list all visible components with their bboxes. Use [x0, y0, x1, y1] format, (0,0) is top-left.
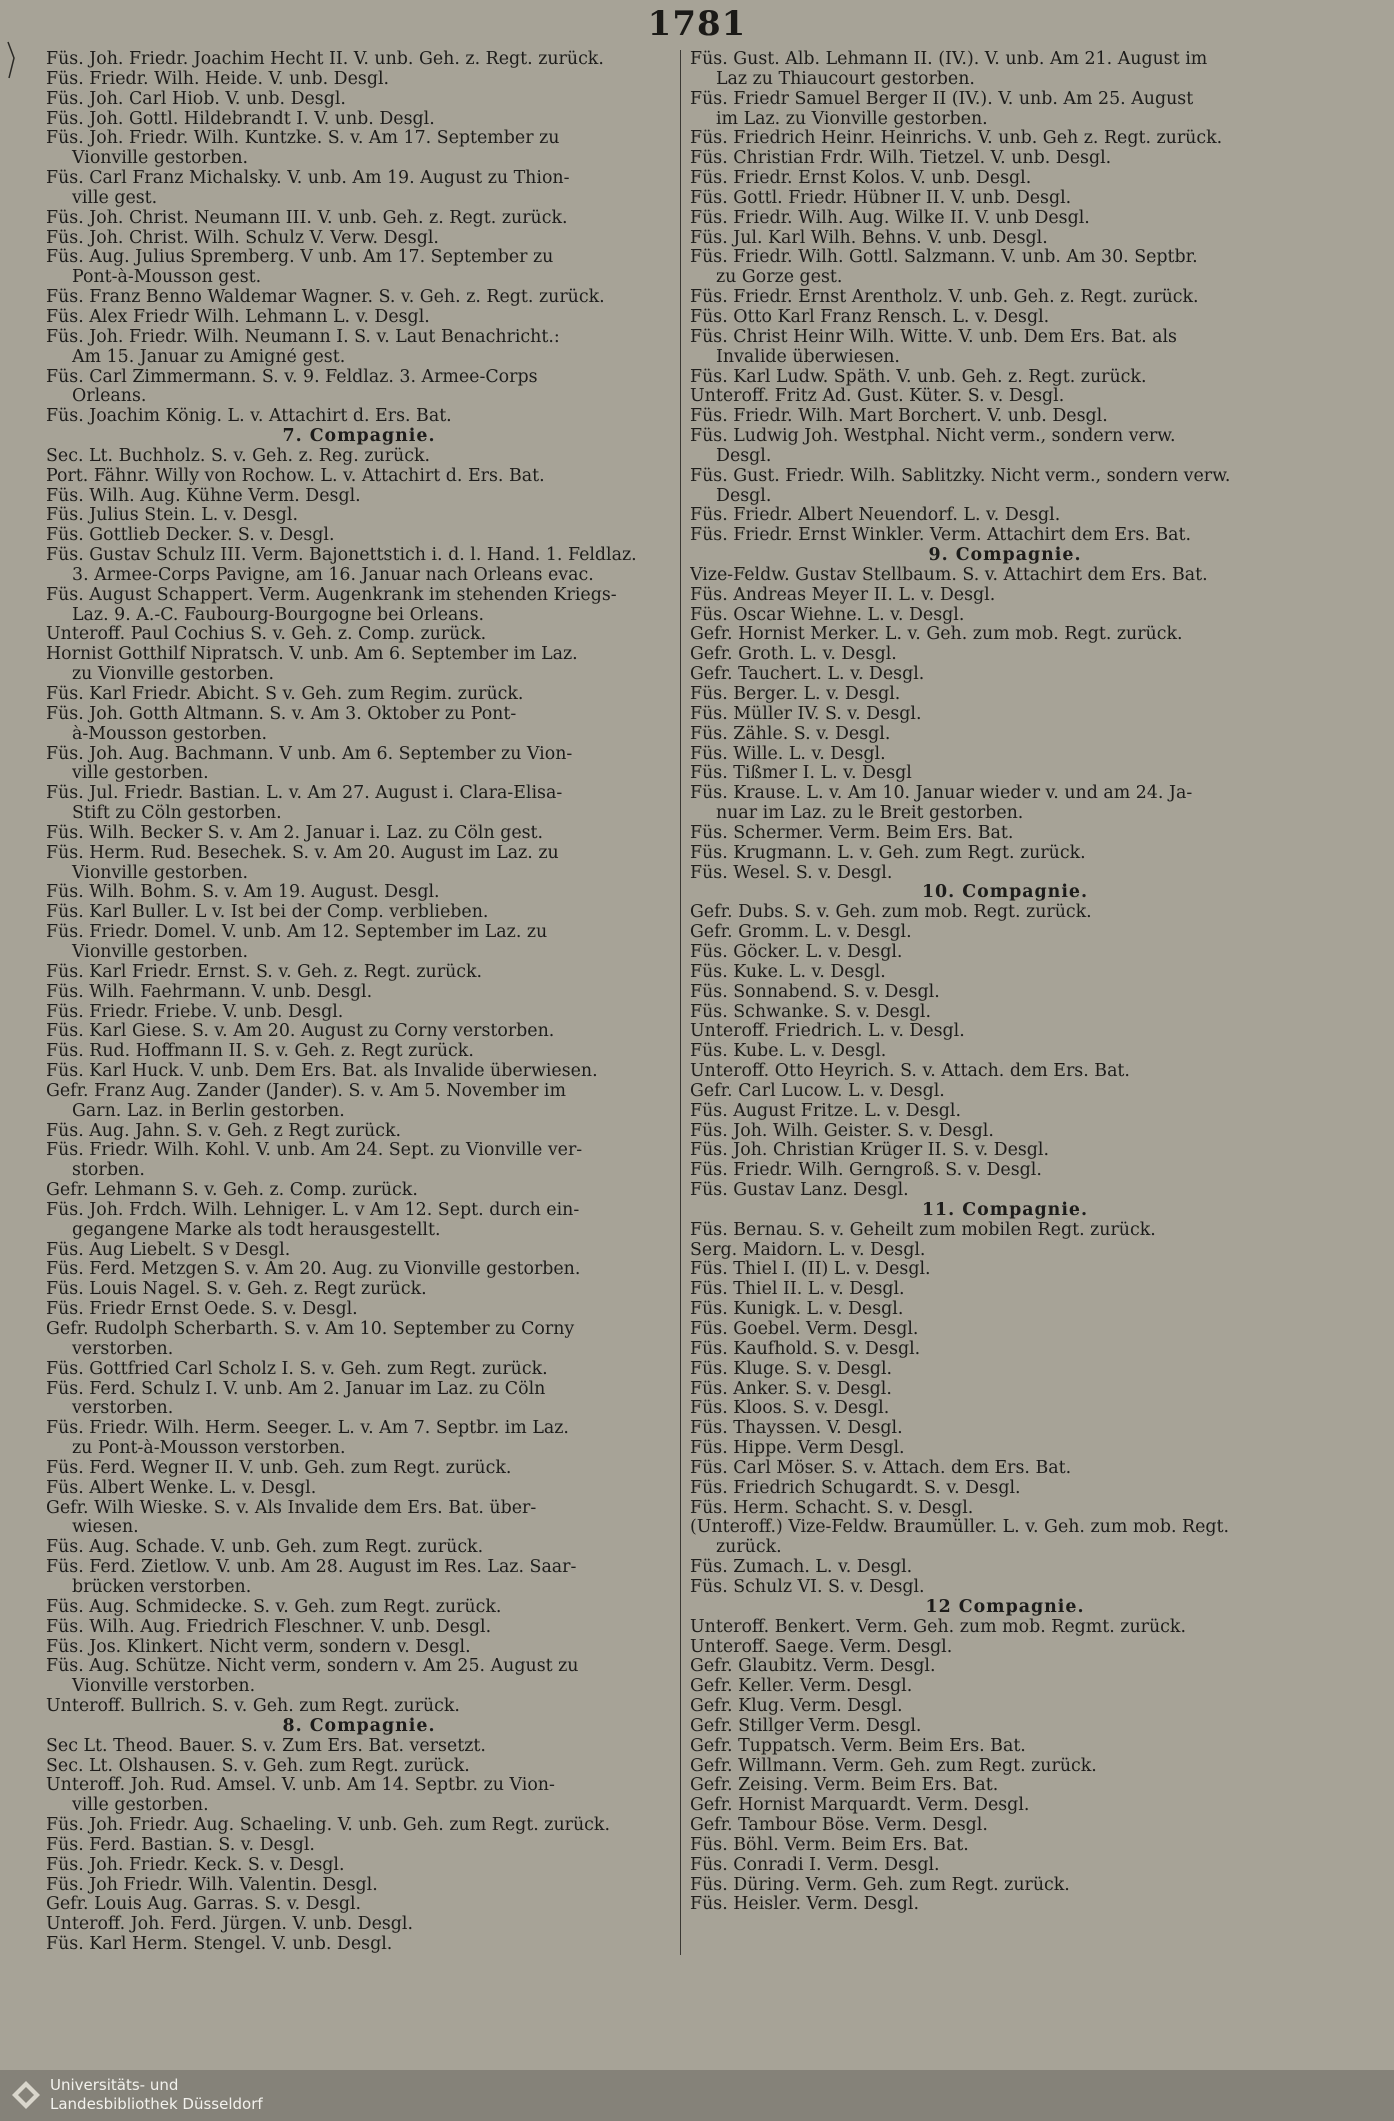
company-heading: 8. Compagnie. — [282, 1716, 436, 1736]
entry-line: Gefr. Hornist Marquardt. Verm. Desgl. — [690, 1796, 1030, 1816]
entry-continuation: Am 15. Januar zu Amigné gest. — [72, 347, 346, 367]
company-heading: 11. Compagnie. — [921, 1200, 1089, 1220]
entry-line: Füs. Christian Frdr. Wilh. Tietzel. V. unb. Desgl. — [690, 149, 1112, 169]
entry-line: Vize-Feldw. Gustav Stellbaum. S. v. Attachirt dem Ers. Bat. — [690, 565, 1208, 585]
entry-line: Unteroff. Joh. Ferd. Jürgen. V. unb. Desgl. — [46, 1915, 414, 1935]
page-edge-mark — [6, 40, 16, 80]
entry-line: Unteroff. Friedrich. L. v. Desgl. — [690, 1022, 965, 1042]
entry-continuation: zu Gorze gest. — [716, 268, 843, 288]
entry-line: Füs. Tißmer I. L. v. Desgl — [690, 764, 912, 784]
entry-line: Füs. Ludwig Joh. Westphal. Nicht verm., sondern verw. — [690, 427, 1176, 447]
entry-line: Füs. Ferd. Schulz I. V. unb. Am 2. Januar im Laz. zu Cöln — [46, 1379, 546, 1399]
entry-line: Füs. Conradi I. Verm. Desgl. — [690, 1855, 940, 1875]
entry-line: Füs. Carl Zimmermann. S. v. 9. Feldlaz. 3. Armee-Corps — [46, 367, 538, 387]
entry-line: Füs. Göcker. L. v. Desgl. — [690, 942, 903, 962]
entry-line: Füs. Karl Friedr. Abicht. S v. Geh. zum Regim. zurück. — [46, 685, 524, 704]
entry-line: Füs. Joh. Gottl. Hildebrandt I. V. unb. Desgl. — [46, 109, 435, 129]
entry-line: Füs. Joh. Frdch. Wilh. Lehniger. L. v Am 12. Sept. durch ein- — [46, 1200, 580, 1220]
entry-line: Füs. Karl Herm. Stengel. V. unb. Desgl. — [46, 1935, 393, 1955]
entry-line: Füs. Joh. Aug. Bachmann. V unb. Am 6. September zu Vion- — [46, 744, 573, 764]
entry-line: Füs. Friedr. Wilh. Kohl. V. unb. Am 24. Sept. zu Vionville ver- — [46, 1141, 583, 1161]
entry-line: Füs. Heisler. Verm. Desgl. — [690, 1895, 919, 1915]
entry-line: Füs. Kluge. S. v. Desgl. — [690, 1359, 893, 1379]
entry-line: Füs. Herm. Rud. Besechek. S. v. Am 20. August im Laz. zu — [46, 843, 559, 863]
entry-line: Füs. Zähle. S. v. Desgl. — [690, 724, 891, 744]
entry-line: Gefr. Gromm. L. v. Desgl. — [690, 923, 912, 943]
entry-continuation: gegangene Marke als todt herausgestellt. — [72, 1220, 441, 1240]
entry-line: Füs. Schwanke. S. v. Desgl. — [690, 1002, 931, 1022]
entry-line: Füs. Carl Möser. S. v. Attach. dem Ers. Bat. — [690, 1458, 1072, 1478]
entry-line: Füs. Gottfried Carl Scholz I. S. v. Geh. zum Regt. zurück. — [46, 1359, 548, 1379]
entry-line: Füs. Aug. Schade. V. unb. Geh. zum Regt. zurück. — [46, 1538, 484, 1558]
entry-line: Sec. Lt. Buchholz. S. v. Geh. z. Reg. zurück. — [46, 446, 431, 466]
entry-line: Füs. Christ Heinr Wilh. Witte. V. unb. Dem Ers. Bat. als — [690, 327, 1177, 347]
entry-line: Gefr. Rudolph Scherbarth. S. v. Am 10. September zu Corny — [46, 1320, 575, 1339]
entry-continuation: 3. Armee-Corps Pavigne, am 16. Januar nach Orleans evac. — [72, 565, 594, 585]
entry-line: Füs. Friedr. Ernst Winkler. Verm. Attachirt dem Ers. Bat. — [690, 526, 1192, 546]
entry-line: Füs. Kunigk. L. v. Desgl. — [690, 1300, 904, 1320]
entry-line: Füs. Friedr Ernst Oede. S. v. Desgl. — [46, 1300, 358, 1320]
entry-line: Füs. Franz Benno Waldemar Wagner. S. v. Geh. z. Regt. zurück. — [46, 288, 605, 308]
entry-line: Füs. Friedr. Wilh. Herm. Seeger. L. v. Am 7. Septbr. im Laz. — [46, 1419, 569, 1439]
entry-line: Füs. Zumach. L. v. Desgl. — [690, 1558, 913, 1578]
entry-line: Gefr. Zeising. Verm. Beim Ers. Bat. — [690, 1776, 999, 1796]
entry-line: Füs. August Fritze. L. v. Desgl. — [690, 1101, 962, 1121]
entry-continuation: im Laz. zu Vionville gestorben. — [716, 109, 988, 129]
entry-line: Füs. Karl Giese. S. v. Am 20. August zu Corny verstorben. — [46, 1022, 555, 1042]
right-column — [690, 50, 1320, 1915]
entry-line: Füs. Louis Nagel. S. v. Geh. z. Regt zurück. — [46, 1280, 427, 1300]
entry-line: Unteroff. Joh. Rud. Amsel. V. unb. Am 14. Septbr. zu Vion- — [46, 1776, 555, 1796]
entry-line: Füs. Carl Franz Michalsky. V. unb. Am 19. August zu Thion- — [46, 169, 570, 189]
entry-line: Gefr. Tambour Böse. Verm. Desgl. — [690, 1816, 988, 1836]
entry-line: Füs. August Schappert. Verm. Augenkrank im stehenden Kriegs- — [46, 585, 617, 605]
entry-line: Füs. Hippe. Verm Desgl. — [690, 1439, 905, 1459]
entry-line: Unteroff. Paul Cochius S. v. Geh. z. Comp. zurück. — [46, 625, 487, 645]
entry-line: Füs. Julius Stein. L. v. Desgl. — [46, 506, 299, 526]
entry-line: Gefr. Tauchert. L. v. Desgl. — [690, 665, 925, 685]
entry-line: Füs. Aug. Schmidecke. S. v. Geh. zum Regt. zurück. — [46, 1597, 502, 1617]
entry-line: Füs. Friedr. Friebe. V. unb. Desgl. — [46, 1002, 344, 1022]
entry-line: Füs. Wesel. S. v. Desgl. — [690, 863, 893, 883]
entry-line: Füs. Thiel I. (II) L. v. Desgl. — [690, 1260, 931, 1280]
entry-line: Sec. Lt. Olshausen. S. v. Geh. zum Regt. zurück. — [46, 1756, 470, 1776]
entry-line: Füs. Aug. Schütze. Nicht verm, sondern v. Am 25. August zu — [46, 1657, 579, 1677]
entry-line: Füs. Rud. Hoffmann II. S. v. Geh. z. Regt zurück. — [46, 1042, 474, 1062]
entry-continuation: verstorben. — [72, 1339, 174, 1359]
entry-line: Gefr. Dubs. S. v. Geh. zum mob. Regt. zurück. — [690, 903, 1092, 923]
entry-line: Füs. Gottlieb Decker. S. v. Desgl. — [46, 526, 335, 546]
entry-continuation: Vionville gestorben. — [72, 149, 249, 169]
entry-line: Füs. Joh. Gotth Altmann. S. v. Am 3. Oktober zu Pont- — [46, 704, 517, 724]
entry-continuation: ville gestorben. — [72, 1796, 209, 1816]
entry-line: Füs. Friedr. Albert Neuendorf. L. v. Desgl. — [690, 506, 1061, 526]
entry-line: Füs. Schermer. Verm. Beim Ers. Bat. — [690, 823, 1014, 843]
entry-continuation: Garn. Laz. in Berlin gestorben. — [72, 1101, 345, 1121]
company-heading: 9. Compagnie. — [928, 546, 1082, 566]
entry-line: Füs. Joh. Christ. Wilh. Schulz V. Verw. Desgl. — [46, 228, 439, 248]
entry-line: Füs. Kloos. S. v. Desgl. — [690, 1399, 890, 1419]
entry-line: Gefr. Louis Aug. Garras. S. v. Desgl. — [46, 1895, 362, 1915]
entry-line: Unteroff. Otto Heyrich. S. v. Attach. dem Ers. Bat. — [690, 1062, 1130, 1082]
entry-line: Gefr. Stillger Verm. Desgl. — [690, 1716, 922, 1736]
entry-line: Füs. Ferd. Metzgen S. v. Am 20. Aug. zu Vionville gestorben. — [46, 1260, 581, 1280]
entry-continuation: brücken verstorben. — [72, 1577, 252, 1597]
entry-continuation: zu Vionville gestorben. — [72, 665, 274, 685]
entry-line: Füs. Karl Ludw. Späth. V. unb. Geh. z. Regt. zurück. — [690, 367, 1147, 387]
entry-line: Sec Lt. Theod. Bauer. S. v. Zum Ers. Bat. versetzt. — [46, 1736, 486, 1756]
entry-line: Füs. Kaufhold. S. v. Desgl. — [690, 1339, 921, 1359]
entry-continuation: Laz zu Thiaucourt gestorben. — [716, 69, 975, 89]
entry-line: Füs. Bernau. S. v. Geheilt zum mobilen Regt. zurück. — [690, 1220, 1156, 1240]
entry-line: Gefr. Tuppatsch. Verm. Beim Ers. Bat. — [690, 1736, 1026, 1756]
entry-line: Füs. Gottl. Friedr. Hübner II. V. unb. Desgl. — [690, 188, 1072, 208]
entry-line: Füs. Alex Friedr Wilh. Lehmann L. v. Desgl. — [46, 307, 430, 327]
entry-continuation: Orleans. — [72, 387, 147, 407]
entry-line: Füs. Thayssen. V. Desgl. — [690, 1419, 903, 1439]
entry-line: Füs. Karl Friedr. Ernst. S. v. Geh. z. Regt. zurück. — [46, 962, 483, 982]
entry-continuation: à-Mousson gestorben. — [72, 724, 268, 744]
entry-line: Gefr. Carl Lucow. L. v. Desgl. — [690, 1081, 945, 1101]
entry-continuation: Desgl. — [716, 446, 772, 466]
entry-line: Füs. Andreas Meyer II. L. v. Desgl. — [690, 585, 996, 605]
entry-line: Füs. Joh. Christian Krüger II. S. v. Desgl. — [690, 1141, 1050, 1161]
entry-line: Füs. Müller IV. S. v. Desgl. — [690, 704, 922, 724]
entry-line: Füs. Jul. Karl Wilh. Behns. V. unb. Desgl. — [690, 228, 1048, 248]
library-logo-icon — [10, 2079, 42, 2111]
entry-line: Füs. Aug. Julius Spremberg. V unb. Am 17. September zu — [46, 248, 554, 268]
entry-line: Hornist Gotthilf Nipratsch. V. unb. Am 6. September im Laz. — [46, 645, 578, 665]
entry-line: Füs. Wilh. Aug. Friedrich Fleschner. V. unb. Desgl. — [46, 1617, 492, 1637]
entry-line: Unteroff. Fritz Ad. Gust. Küter. S. v. Desgl. — [690, 387, 1065, 407]
entry-line: Füs. Joachim König. L. v. Attachirt d. Ers. Bat. — [46, 407, 452, 427]
entry-line: Füs. Schulz VI. S. v. Desgl. — [690, 1577, 925, 1597]
entry-line: Füs. Jos. Klinkert. Nicht verm, sondern v. Desgl. — [46, 1637, 471, 1657]
entry-continuation: verstorben. — [72, 1399, 174, 1419]
entry-line: Füs. Albert Wenke. L. v. Desgl. — [46, 1478, 317, 1498]
entry-continuation: Laz. 9. A.-C. Faubourg-Bourgogne bei Orleans. — [72, 605, 485, 625]
entry-line: Füs. Friedrich Schugardt. S. v. Desgl. — [690, 1478, 1021, 1498]
entry-line: Füs. Kuke. L. v. Desgl. — [690, 962, 886, 982]
entry-line: Füs. Thiel II. L. v. Desgl. — [690, 1280, 905, 1300]
entry-line: Füs. Joh. Christ. Neumann III. V. unb. Geh. z. Regt. zurück. — [46, 208, 568, 228]
entry-line: Füs. Joh. Friedr. Joachim Hecht II. V. unb. Geh. z. Regt. zurück. — [46, 50, 604, 69]
entry-line: Füs. Aug Liebelt. S v Desgl. — [46, 1240, 291, 1260]
entry-line: Füs. Wilh. Becker S. v. Am 2. Januar i. Laz. zu Cöln gest. — [46, 823, 544, 843]
entry-line: Füs. Friedr. Domel. V. unb. Am 12. September im Laz. zu — [46, 923, 548, 943]
entry-line: Gefr. Franz Aug. Zander (Jander). S. v. Am 5. November im — [46, 1081, 566, 1101]
entry-continuation: storben. — [72, 1161, 145, 1181]
entry-line: Gefr. Lehmann S. v. Geh. z. Comp. zurück. — [46, 1181, 418, 1201]
entry-line: Füs. Anker. S. v. Desgl. — [690, 1379, 892, 1399]
entry-line: Füs. Friedrich Heinr. Heinrichs. V. unb. Geh z. Regt. zurück. — [690, 129, 1223, 149]
company-heading: 10. Compagnie. — [921, 883, 1089, 903]
entry-line: Gefr. Glaubitz. Verm. Desgl. — [690, 1657, 936, 1677]
entry-line: Füs. Böhl. Verm. Beim Ers. Bat. — [690, 1835, 969, 1855]
entry-line: Füs. Friedr. Wilh. Gerngroß. S. v. Desgl. — [690, 1161, 1042, 1181]
company-heading: 7. Compagnie. — [282, 427, 436, 447]
entry-line: Füs. Friedr. Ernst Kolos. V. unb. Desgl. — [690, 169, 1032, 189]
entry-line: Füs. Joh. Wilh. Geister. S. v. Desgl. — [690, 1121, 994, 1141]
entry-line: Füs. Krugmann. L. v. Geh. zum Regt. zurück. — [690, 843, 1086, 863]
entry-continuation: zurück. — [716, 1538, 782, 1558]
entry-line: Füs. Ferd. Bastian. S. v. Desgl. — [46, 1835, 315, 1855]
page-number: 1781 — [647, 4, 747, 44]
entry-continuation: ville gestorben. — [72, 764, 209, 784]
entry-line: Füs. Karl Buller. L v. Ist bei der Comp. verblieben. — [46, 903, 489, 923]
entry-continuation: wiesen. — [72, 1518, 139, 1538]
library-name-line2: Landesbibliothek Düsseldorf — [50, 2095, 263, 2113]
entry-line: Füs. Friedr. Wilh. Aug. Wilke II. V. unb Desgl. — [690, 208, 1090, 228]
entry-line: Füs. Friedr. Ernst Arentholz. V. unb. Geh. z. Regt. zurück. — [690, 288, 1199, 308]
entry-line: Füs. Ferd. Zietlow. V. unb. Am 28. August im Res. Laz. Saar- — [46, 1558, 577, 1578]
entry-line: Füs. Gustav Lanz. Desgl. — [690, 1181, 909, 1201]
entry-line: Füs. Ferd. Wegner II. V. unb. Geh. zum Regt. zurück. — [46, 1458, 512, 1478]
entry-line: Füs. Gustav Schulz III. Verm. Bajonettstich i. d. l. Hand. 1. Feldlaz. — [46, 546, 637, 566]
entry-line: Füs. Joh. Carl Hiob. V. unb. Desgl. — [46, 89, 346, 109]
left-column — [46, 50, 672, 1955]
entry-line: Füs. Goebel. Verm. Desgl. — [690, 1320, 919, 1339]
entry-continuation: Vionville verstorben. — [72, 1677, 256, 1697]
entry-line: Füs. Wilh. Faehrmann. V. unb. Desgl. — [46, 982, 373, 1002]
entry-continuation: Pont-à-Mousson gest. — [72, 268, 262, 288]
entry-line: Gefr. Wilh Wieske. S. v. Als Invalide dem Ers. Bat. über- — [46, 1498, 537, 1518]
entry-line: Füs. Joh. Friedr. Wilh. Kuntzke. S. v. Am 17. September zu — [46, 129, 560, 149]
entry-line: Füs. Sonnabend. S. v. Desgl. — [690, 982, 940, 1002]
entry-line: Füs. Gust. Alb. Lehmann II. (IV.). V. unb. Am 21. August im — [690, 50, 1208, 69]
entry-line: Füs. Berger. L. v. Desgl. — [690, 685, 901, 704]
entry-continuation: Stift zu Cöln gestorben. — [72, 804, 282, 824]
entry-line: Füs. Wilh. Aug. Kühne Verm. Desgl. — [46, 486, 361, 506]
entry-line: Füs. Joh. Friedr. Aug. Schaeling. V. unb. Geh. zum Regt. zurück. — [46, 1816, 610, 1836]
entry-continuation: Desgl. — [716, 486, 772, 506]
entry-continuation: Vionville gestorben. — [72, 863, 249, 883]
entry-continuation: nuar im Laz. zu le Breit gestorben. — [716, 804, 1024, 824]
entry-line: Füs. Joh. Friedr. Wilh. Neumann I. S. v. Laut Benachricht.: — [46, 327, 560, 347]
entry-line: Füs. Kube. L. v. Desgl. — [690, 1042, 887, 1062]
entry-line: Füs. Aug. Jahn. S. v. Geh. z Regt zurück. — [46, 1121, 402, 1141]
entry-line: Gefr. Klug. Verm. Desgl. — [690, 1697, 903, 1717]
entry-line: Füs. Gust. Friedr. Wilh. Sablitzky. Nicht verm., sondern verw. — [690, 466, 1231, 486]
entry-line: Füs. Oscar Wiehne. L. v. Desgl. — [690, 605, 965, 625]
entry-line: (Unteroff.) Vize-Feldw. Braumüller. L. v. Geh. zum mob. Regt. — [690, 1518, 1230, 1538]
entry-line: Füs. Wilh. Bohm. S. v. Am 19. August. Desgl. — [46, 883, 440, 903]
entry-line: Unteroff. Bullrich. S. v. Geh. zum Regt. zurück. — [46, 1697, 460, 1717]
entry-line: Unteroff. Benkert. Verm. Geh. zum mob. Regmt. zurück. — [690, 1617, 1186, 1637]
library-footer — [0, 2070, 1394, 2121]
library-name-line1: Universitäts- und — [50, 2076, 179, 2094]
entry-line: Füs. Karl Huck. V. unb. Dem Ers. Bat. als Invalide überwiesen. — [46, 1062, 598, 1082]
entry-line: Füs. Friedr. Wilh. Mart Borchert. V. unb. Desgl. — [690, 407, 1108, 427]
company-heading: 12 Compagnie. — [925, 1597, 1085, 1617]
entry-line: Füs. Herm. Schacht. S. v. Desgl. — [690, 1498, 974, 1518]
entry-line: Gefr. Hornist Merker. L. v. Geh. zum mob. Regt. zurück. — [690, 625, 1183, 645]
library-name — [50, 2076, 263, 2114]
column-divider — [680, 50, 681, 1955]
entry-line: Gefr. Keller. Verm. Desgl. — [690, 1677, 913, 1697]
entry-line: Unteroff. Saege. Verm. Desgl. — [690, 1637, 953, 1657]
entry-line: Serg. Maidorn. L. v. Desgl. — [690, 1240, 926, 1260]
entry-continuation: Invalide überwiesen. — [716, 347, 900, 367]
entry-line: Füs. Joh. Friedr. Keck. S. v. Desgl. — [46, 1855, 345, 1875]
entry-continuation: zu Pont-à-Mousson verstorben. — [72, 1439, 346, 1459]
entry-continuation: Vionville gestorben. — [72, 942, 249, 962]
entry-line: Füs. Düring. Verm. Geh. zum Regt. zurück. — [690, 1875, 1070, 1895]
entry-line: Füs. Krause. L. v. Am 10. Januar wieder v. und am 24. Ja- — [690, 784, 1193, 804]
entry-line: Füs. Joh Friedr. Wilh. Valentin. Desgl. — [46, 1875, 378, 1895]
entry-continuation: ville gest. — [72, 188, 158, 208]
entry-line: Port. Fähnr. Willy von Rochow. L. v. Attachirt d. Ers. Bat. — [46, 466, 545, 486]
entry-line: Füs. Friedr. Wilh. Gottl. Salzmann. V. unb. Am 30. Septbr. — [690, 248, 1198, 268]
entry-line: Gefr. Willmann. Verm. Geh. zum Regt. zurück. — [690, 1756, 1097, 1776]
entry-line: Füs. Wille. L. v. Desgl. — [690, 744, 886, 764]
entry-line: Füs. Jul. Friedr. Bastian. L. v. Am 27. August i. Clara-Elisa- — [46, 784, 563, 804]
entry-line: Gefr. Groth. L. v. Desgl. — [690, 645, 897, 665]
entry-line: Füs. Friedr. Wilh. Heide. V. unb. Desgl. — [46, 69, 390, 89]
entry-line: Füs. Friedr Samuel Berger II (IV.). V. unb. Am 25. August — [690, 89, 1194, 109]
entry-line: Füs. Otto Karl Franz Rensch. L. v. Desgl. — [690, 307, 1050, 327]
